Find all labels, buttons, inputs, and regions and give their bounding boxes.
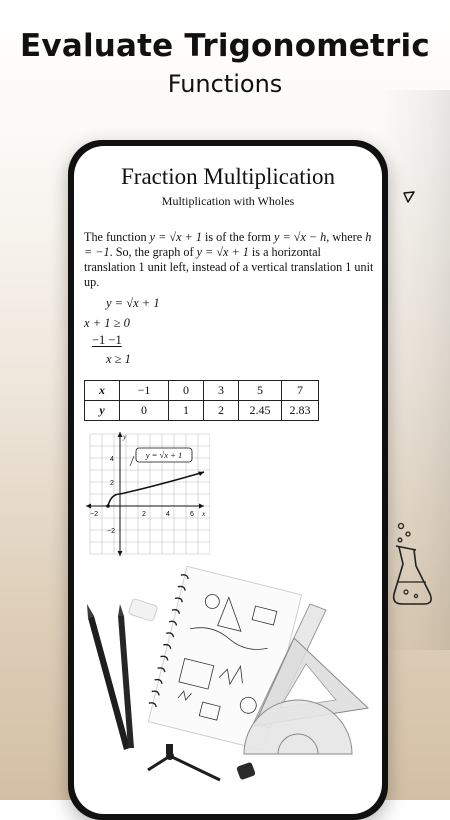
step-text: −1 −1	[92, 333, 122, 347]
paragraph-text: is of the form	[201, 230, 275, 244]
step-inequality-2	[84, 316, 130, 331]
eraser	[128, 598, 158, 621]
step-subtract-3	[92, 333, 122, 348]
y-axis-arrow	[118, 432, 123, 437]
x-axis-arrow	[199, 504, 204, 509]
y-axis-arrow-bottom	[118, 551, 123, 556]
paragraph-text: The function	[84, 230, 150, 244]
curve-start-point	[106, 504, 110, 508]
table-header-x: x	[85, 381, 120, 401]
y-tick-label: −2	[107, 528, 115, 535]
formula: y = √x + 1	[149, 230, 202, 244]
function-graph	[86, 430, 210, 558]
x-axis-label: x	[202, 509, 206, 518]
paragraph-text: is a horizontal translation 1 unit left, instead of a vertical translation 1 unit up.	[84, 245, 374, 289]
drawing-compass	[148, 744, 220, 780]
pencil-sharpener	[236, 762, 256, 781]
table-cell: 7	[282, 381, 319, 401]
values-table	[84, 380, 319, 421]
headline-line-1: Evaluate Trigonometric	[20, 28, 430, 64]
table-cell: −1	[120, 381, 169, 401]
x-tick-label: −2	[90, 511, 98, 518]
step-result-4	[106, 352, 131, 367]
table-row	[85, 381, 319, 401]
x-axis-arrow-left	[86, 504, 91, 509]
table-row	[85, 401, 319, 421]
paragraph-text: , where	[326, 230, 366, 244]
y-tick-label: 4	[110, 456, 114, 463]
table-cell: 5	[239, 381, 282, 401]
formula: h = −1	[84, 230, 372, 259]
chemistry-flask-icon	[386, 520, 442, 615]
step-equation-1	[106, 296, 160, 311]
table-cell: 2.83	[282, 401, 319, 421]
headline	[0, 28, 450, 98]
label-pointer	[130, 456, 134, 466]
doc-subtitle: Multiplication with Wholes	[161, 194, 295, 208]
table-header-y: y	[85, 401, 120, 421]
doc-title: Fraction Multiplication	[121, 164, 335, 189]
function-curve	[108, 472, 204, 506]
x-tick-label: 6	[190, 511, 194, 518]
table-cell: 2.45	[239, 401, 282, 421]
table-cell: 0	[169, 381, 204, 401]
x-tick-label: 2	[142, 511, 146, 518]
headline-line-2: Functions	[167, 70, 283, 98]
phone-screen	[74, 146, 382, 814]
table-cell: 2	[204, 401, 239, 421]
table-cell: 3	[204, 381, 239, 401]
play-triangle-icon	[402, 190, 416, 209]
stationery-illustration	[74, 558, 382, 788]
explanation-paragraph	[84, 230, 374, 290]
step-text: x ≥ 1	[106, 352, 131, 366]
paragraph-text: . So, the graph of	[109, 245, 197, 259]
x-tick-label: 4	[166, 511, 170, 518]
y-tick-label: 2	[110, 480, 114, 487]
formula: y = √x + 1	[196, 245, 249, 259]
formula: y = √x − h	[274, 230, 327, 244]
step-text: x + 1 ≥ 0	[84, 316, 130, 330]
step-text: y = √x + 1	[106, 296, 160, 310]
table-cell: 1	[169, 401, 204, 421]
phone-frame	[68, 140, 388, 820]
table-cell: 0	[120, 401, 169, 421]
y-axis-label: y	[123, 432, 127, 441]
function-label: y = √x + 1	[145, 450, 183, 460]
